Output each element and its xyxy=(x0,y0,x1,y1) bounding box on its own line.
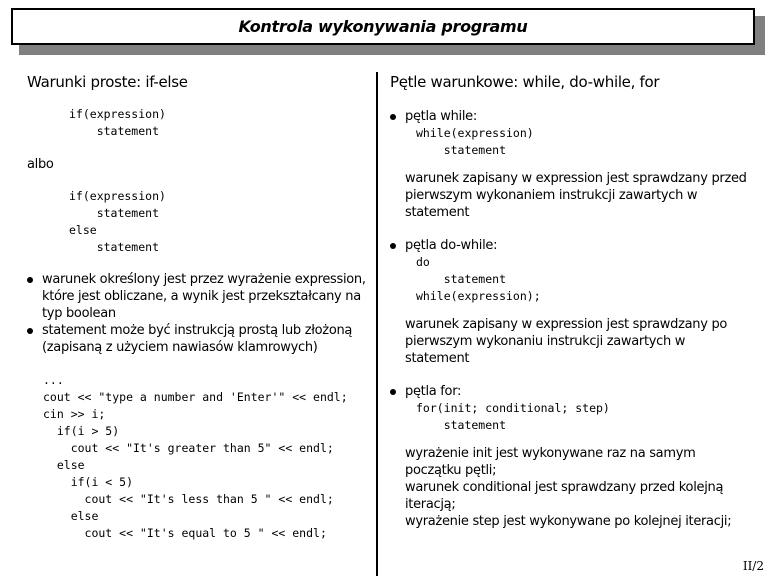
bullet-icon xyxy=(390,243,396,249)
slide-title: Kontrola wykonywania programu xyxy=(238,17,528,36)
for-section xyxy=(390,383,760,530)
loop-label: pętla for: xyxy=(405,384,462,399)
bullet-item xyxy=(27,322,372,356)
bullet-icon xyxy=(27,277,33,283)
for-description xyxy=(405,445,735,530)
bullet-icon xyxy=(390,114,396,120)
while-description: warunek zapisany w expression jest sprawdzany przed pierwszym wykonaniem instrukcji zawartych w statement xyxy=(405,171,747,220)
do-while-code: do statement while(expression); xyxy=(416,255,541,303)
left-heading: Warunki proste: if-else xyxy=(27,73,188,91)
do-while-label xyxy=(390,237,760,254)
left-column xyxy=(27,72,372,542)
while-code: while(expression) statement xyxy=(416,126,534,157)
right-column xyxy=(390,72,760,530)
left-bullet-list xyxy=(27,271,372,356)
for-label xyxy=(390,383,760,400)
for-description-line: warunek conditional jest sprawdzany przed kolejną iteracją; xyxy=(405,480,724,512)
for-description-line: wyrażenie init jest wykonywane raz na samym początku pętli; xyxy=(405,446,696,478)
do-while-section xyxy=(390,237,760,367)
page-number: II/2 xyxy=(742,559,764,573)
loop-label: pętla do-while: xyxy=(405,238,498,253)
albo-text: albo xyxy=(27,157,54,172)
for-code: for(init; conditional; step) statement xyxy=(416,401,610,432)
while-label xyxy=(390,108,760,125)
if-else-code: if(expression) statement else statement xyxy=(69,189,166,254)
do-while-description: warunek zapisany w expression jest sprawdzany po pierwszym wykonaniu instrukcji zawartych w statement xyxy=(405,317,728,366)
if-code: if(expression) statement xyxy=(69,107,166,138)
for-description-line: wyrażenie step jest wykonywane po kolejnej iteracji; xyxy=(405,514,732,529)
while-section xyxy=(390,108,760,221)
title-box xyxy=(11,8,755,45)
bullet-icon xyxy=(27,328,33,334)
loop-label: pętla while: xyxy=(405,109,477,124)
bullet-text: warunek określony jest przez wyrażenie expression, które jest obliczane, a wynik jest przekształcany na typ boolean xyxy=(42,272,366,321)
example-code: ... cout << "type a number and 'Enter'" << endl; cin >> i; if(i > 5) cout << "It's greater than 5" << endl; else if(i < 5) cout << "It's less than 5 " << endl; else cout << "It's equal to 5 " << endl; xyxy=(43,373,348,540)
bullet-item xyxy=(27,271,372,322)
right-heading: Pętle warunkowe: while, do-while, for xyxy=(390,73,660,91)
column-divider xyxy=(376,72,378,576)
bullet-text: statement może być instrukcją prostą lub złożoną (zapisaną z użyciem nawiasów klamrowych) xyxy=(42,323,353,355)
bullet-icon xyxy=(390,389,396,395)
